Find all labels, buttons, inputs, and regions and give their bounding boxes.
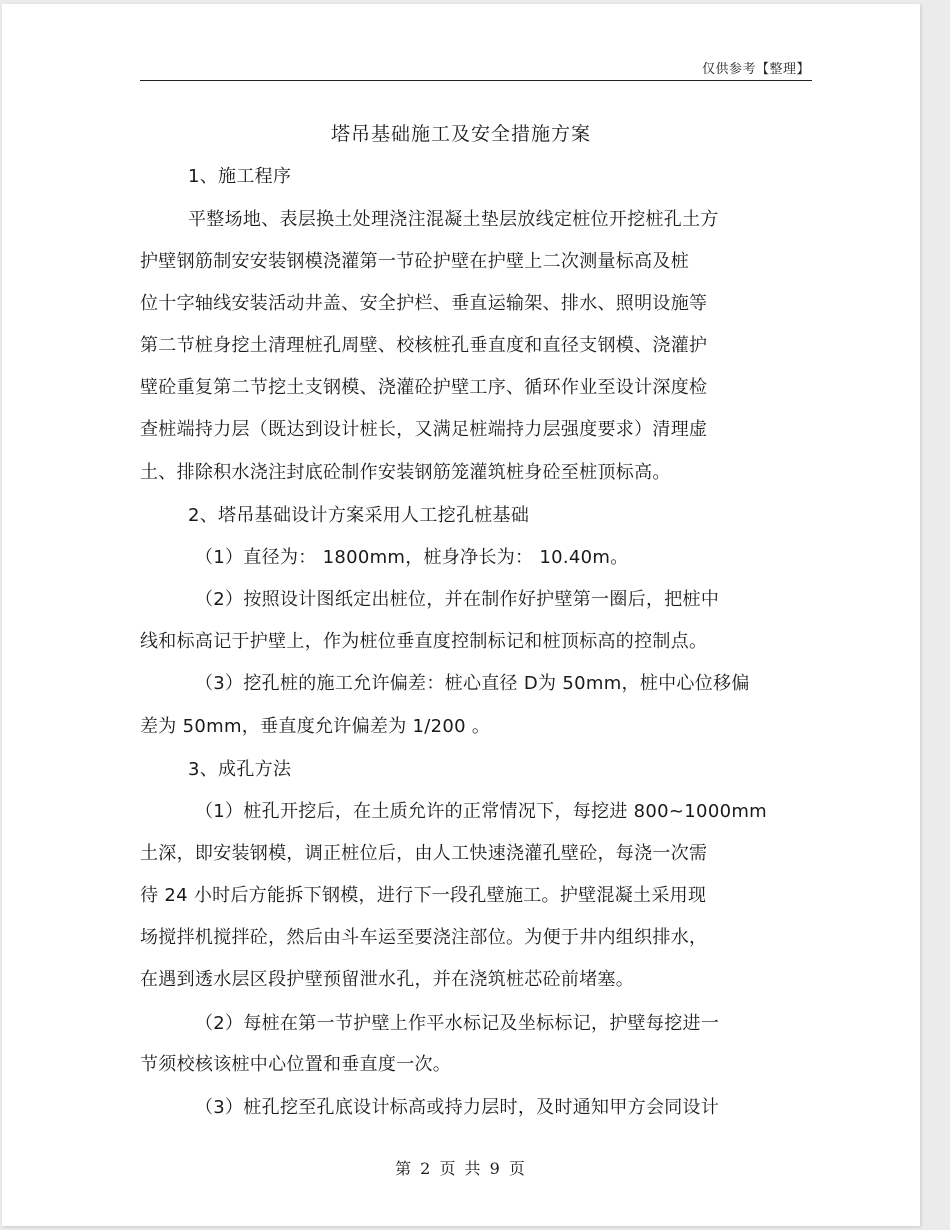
section-heading: 3、成孔方法 xyxy=(188,759,292,780)
paragraph-line: 壁砼重复第二节挖土支钢模、浇灌砼护壁工序、循环作业至设计深度检 xyxy=(140,377,708,398)
list-item: （1）直径为： 1800mm，桩身净长为： 10.40m。 xyxy=(195,547,629,568)
list-item: （1）桩孔开挖后，在土质允许的正常情况下，每挖进 800~1000mm xyxy=(195,801,767,822)
paragraph-line: 护壁钢筋制安安装钢模浇灌第一节砼护壁在护壁上二次测量标高及桩 xyxy=(140,251,689,272)
paragraph-line: 位十字轴线安装活动井盖、安全护栏、垂直运输架、排水、照明设施等 xyxy=(140,293,708,314)
document-title: 塔吊基础施工及安全措施方案 xyxy=(330,123,591,145)
paragraph-line: 土深，即安装钢模，调正桩位后，由人工快速浇灌孔壁砼，每浇一次需 xyxy=(140,843,708,864)
section-heading: 1、施工程序 xyxy=(188,166,292,187)
paragraph-line: 待 24 小时后方能拆下钢模，进行下一段孔壁施工。护壁混凝土采用现 xyxy=(140,885,707,906)
paragraph-line: 第二节桩身挖土清理桩孔周壁、校核桩孔垂直度和直径支钢模、浇灌护 xyxy=(140,335,708,356)
list-item: （3）挖孔桩的施工允许偏差：桩心直径 D为 50mm，桩中心位移偏 xyxy=(195,673,750,694)
paragraph-line: 线和标高记于护壁上，作为桩位垂直度控制标记和桩顶标高的控制点。 xyxy=(140,631,708,652)
paragraph-line: 在遇到透水层区段护壁预留泄水孔，并在浇筑桩芯砼前堵塞。 xyxy=(140,969,635,990)
paragraph-line: 场搅拌机搅拌砼，然后由斗车运至要浇注部位。为便于井内组织排水， xyxy=(140,927,708,948)
header-note: 仅供参考【整理】 xyxy=(701,62,810,77)
paragraph-line: 查桩端持力层（既达到设计桩长，又满足桩端持力层强度要求）清理虚 xyxy=(140,419,708,440)
list-item: （2）按照设计图纸定出桩位，并在制作好护壁第一圈后，把桩中 xyxy=(195,589,720,610)
list-item: （2）每桩在第一节护壁上作平水标记及坐标标记，护壁每挖进一 xyxy=(195,1013,720,1034)
paragraph-line: 土、排除积水浇注封底砼制作安装钢筋笼灌筑桩身砼至桩顶标高。 xyxy=(140,462,671,483)
paragraph-line: 平整场地、表层换土处理浇注混凝土垫层放线定桩位开挖桩孔土方 xyxy=(188,209,719,230)
list-item: （3）桩孔挖至孔底设计标高或持力层时，及时通知甲方会同设计 xyxy=(195,1097,720,1118)
paragraph-line: 节须校核该桩中心位置和垂直度一次。 xyxy=(140,1054,452,1075)
document-page xyxy=(2,4,920,1226)
page-footer: 第 2 页 共 9 页 xyxy=(395,1159,527,1178)
section-heading: 2、塔吊基础设计方案采用人工挖孔桩基础 xyxy=(188,505,530,526)
header-divider xyxy=(140,80,812,81)
paragraph-line: 差为 50mm，垂直度允许偏差为 1/200 。 xyxy=(140,716,491,737)
